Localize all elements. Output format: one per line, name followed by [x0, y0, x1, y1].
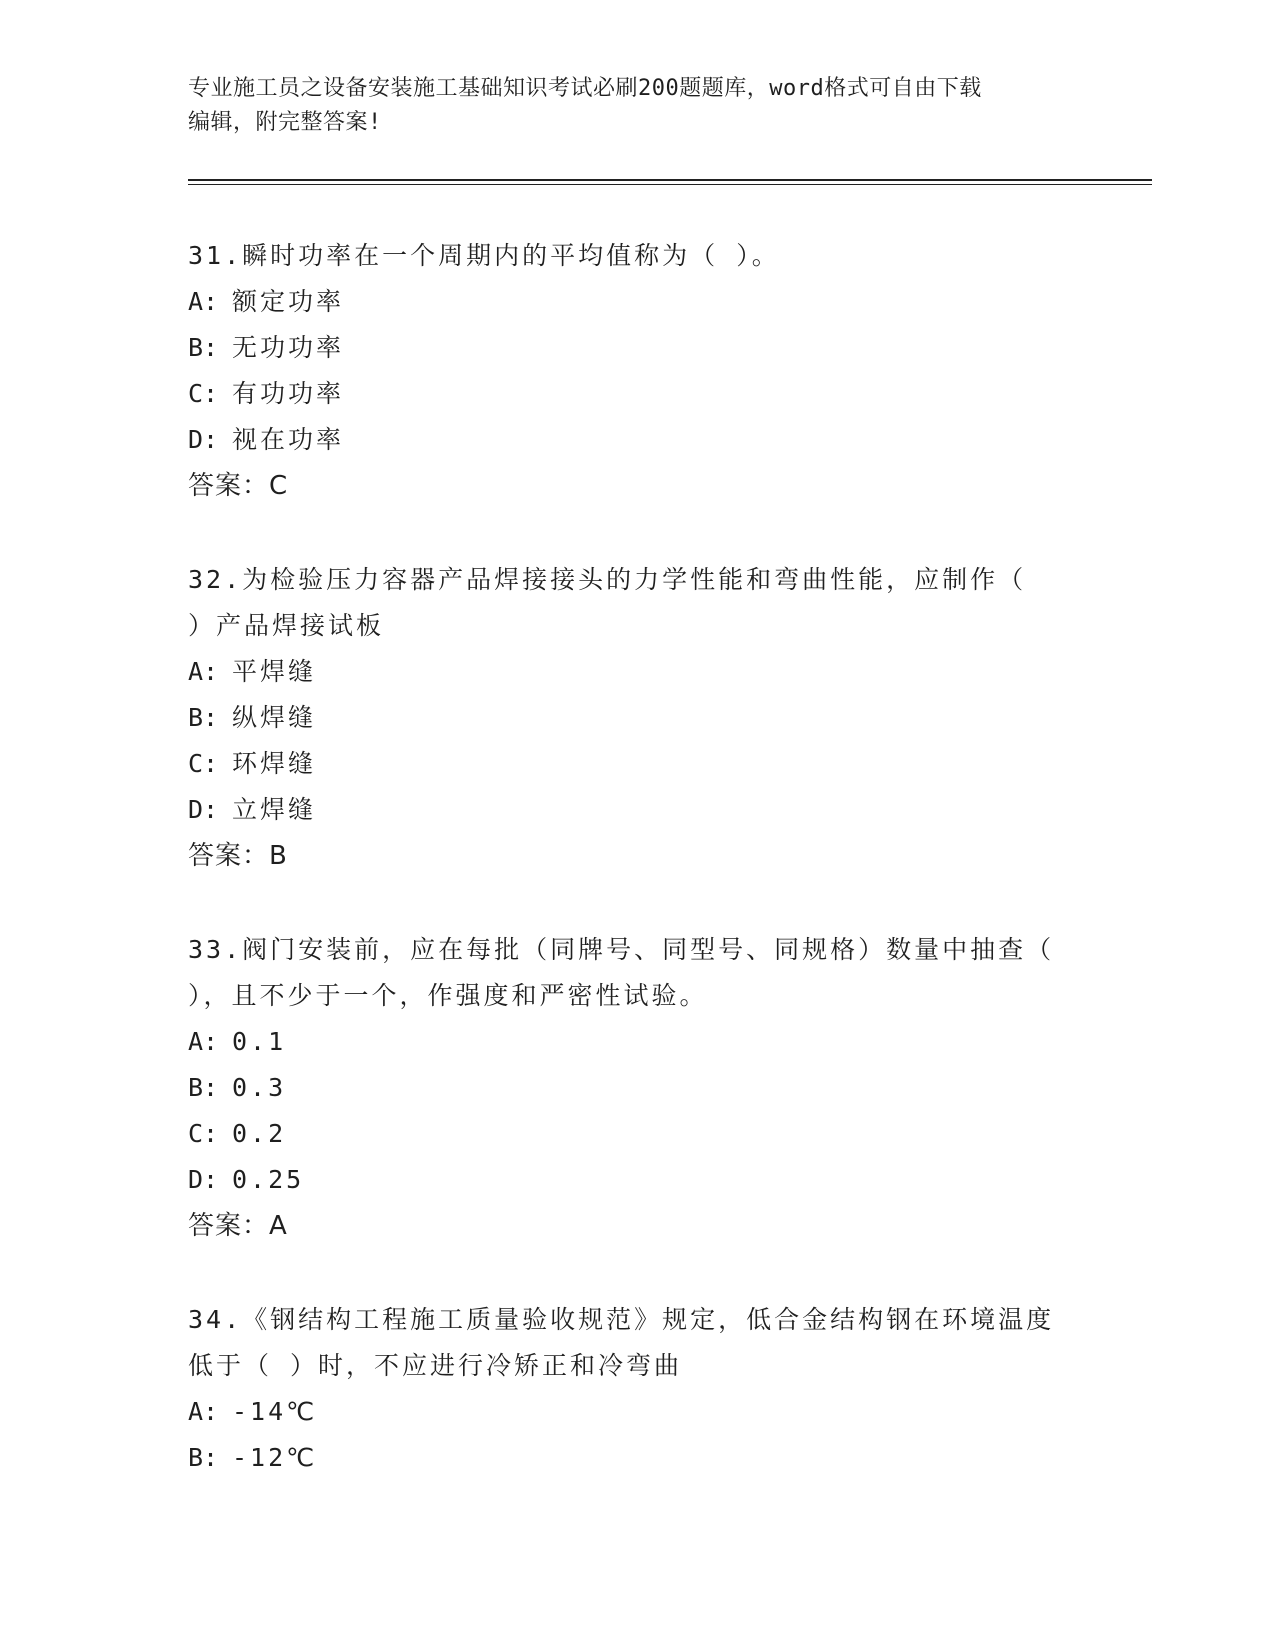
option-c: [188, 371, 1088, 417]
question-text: 34.《钢结构工程施工质量验收规范》规定，低合金结构钢在环境温度: [188, 1305, 1055, 1334]
option-label: B:: [188, 333, 219, 362]
option-a: [188, 1019, 1088, 1065]
option-d: [188, 417, 1088, 463]
option-label: A:: [188, 657, 219, 686]
header-divider-thin: [188, 184, 1152, 185]
option-a: [188, 649, 1088, 695]
question-text-continued: 低于（ ）时，不应进行冷矫正和冷弯曲: [188, 1351, 683, 1380]
option-text: 纵焊缝: [232, 703, 317, 732]
question-31: [188, 233, 1088, 509]
option-label: D:: [188, 795, 219, 824]
option-d: [188, 1157, 1088, 1203]
option-text: 0.2: [232, 1119, 287, 1148]
option-label: B:: [188, 1443, 219, 1472]
option-text: 0.25: [232, 1165, 305, 1194]
header-title-line-1: 专业施工员之设备安装施工基础知识考试必刷200题题库，word格式可自由下载: [188, 76, 982, 101]
question-text: 31.瞬时功率在一个周期内的平均值称为（ ）。: [188, 241, 780, 270]
answer-line: 答案：A: [188, 1211, 288, 1241]
option-text: 环焊缝: [232, 749, 317, 778]
question-33: [188, 927, 1088, 1249]
option-label: D:: [188, 1165, 219, 1194]
question-text: 33.阀门安装前，应在每批（同牌号、同型号、同规格）数量中抽查（: [188, 935, 1055, 964]
option-d: [188, 787, 1088, 833]
option-text: 视在功率: [232, 425, 345, 454]
option-label: A:: [188, 287, 219, 316]
question-34: [188, 1297, 1088, 1481]
question-text: 32.为检验压力容器产品焊接接头的力学性能和弯曲性能，应制作（: [188, 565, 1027, 594]
document-header: [188, 72, 1088, 140]
option-label: B:: [188, 1073, 219, 1102]
option-text: -12℃: [232, 1443, 318, 1472]
question-list: [188, 233, 1088, 1529]
answer-line: 答案：B: [188, 841, 288, 871]
option-a: [188, 1389, 1088, 1435]
answer-line: 答案：C: [188, 471, 289, 501]
option-text: 无功功率: [232, 333, 345, 362]
option-b: [188, 695, 1088, 741]
header-title-line-2: 编辑，附完整答案!: [188, 110, 382, 135]
option-text: 有功功率: [232, 379, 345, 408]
option-text: 0.3: [232, 1073, 287, 1102]
header-divider-thick: [188, 179, 1152, 181]
option-c: [188, 741, 1088, 787]
option-label: A:: [188, 1397, 219, 1426]
option-text: -14℃: [232, 1397, 318, 1426]
option-b: [188, 1065, 1088, 1111]
option-text: 立焊缝: [232, 795, 317, 824]
question-32: [188, 557, 1088, 879]
option-text: 平焊缝: [232, 657, 317, 686]
option-b: [188, 325, 1088, 371]
option-a: [188, 279, 1088, 325]
option-label: A:: [188, 1027, 219, 1056]
question-text-continued: ），且不少于一个，作强度和严密性试验。: [188, 981, 708, 1010]
option-label: B:: [188, 703, 219, 732]
question-text-continued: ）产品焊接试板: [188, 611, 385, 640]
option-label: C:: [188, 749, 219, 778]
option-label: C:: [188, 1119, 219, 1148]
option-b: [188, 1435, 1088, 1481]
option-label: D:: [188, 425, 219, 454]
option-text: 0.1: [232, 1027, 287, 1056]
option-label: C:: [188, 379, 219, 408]
option-text: 额定功率: [232, 287, 345, 316]
option-c: [188, 1111, 1088, 1157]
